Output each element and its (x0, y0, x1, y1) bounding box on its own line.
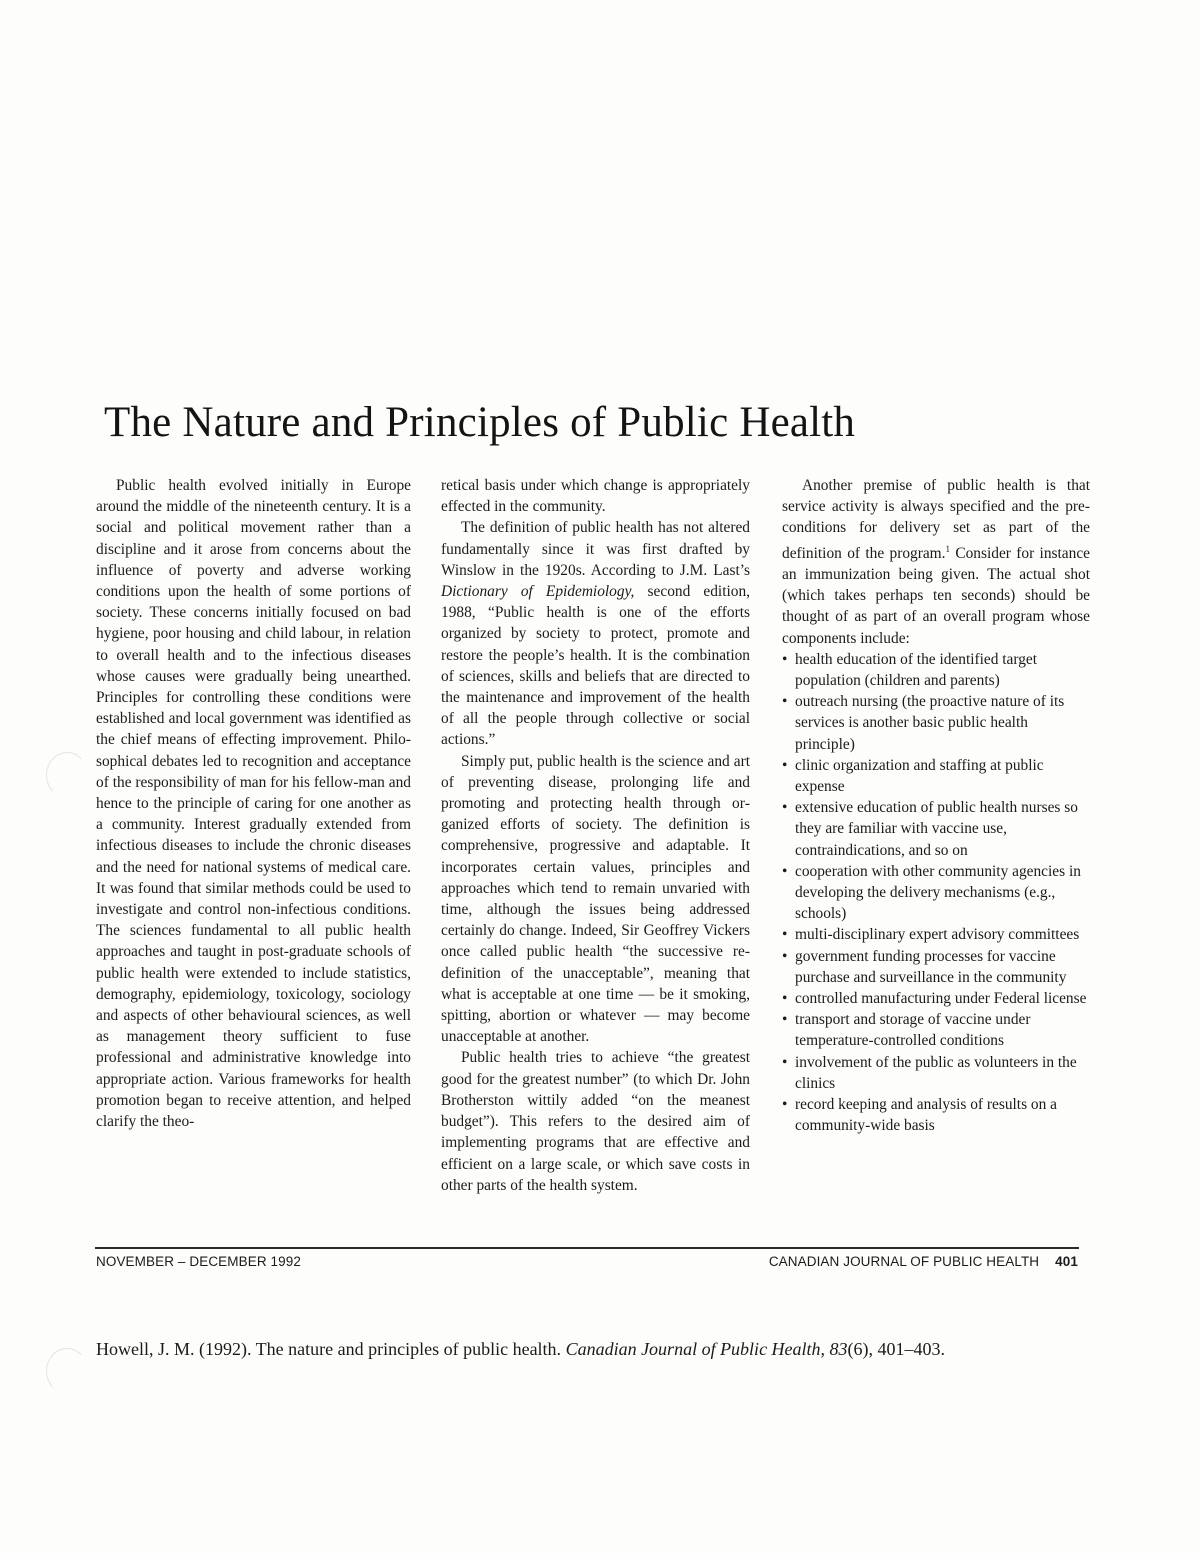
list-item (782, 1052, 1090, 1094)
italic-title: Dictionary of Epidemiology, (441, 583, 635, 601)
bullet-icon: • (782, 947, 788, 965)
list-item (782, 946, 1090, 988)
journal-name: CANADIAN JOURNAL OF PUBLIC HEALTH (768, 1254, 1040, 1269)
text-column-3 (782, 475, 1090, 1136)
bullet-icon: • (782, 1096, 788, 1114)
punch-hole-mark (46, 1348, 88, 1394)
citation-journal: Canadian Journal of Public Health, 83 (565, 1339, 848, 1359)
bullet-icon: • (782, 756, 788, 774)
list-item (782, 1094, 1090, 1136)
component-list (782, 649, 1090, 1137)
list-item-text: outreach nursing (the proactive nature of its services is another basic public health principle) (795, 693, 1065, 753)
list-item-text: extensive education of public health nurses so they are familiar with vaccine use, contraindications, and so on (795, 799, 1078, 859)
bullet-icon: • (782, 693, 788, 711)
text-run: Another premise of public health is that service activity is always specified and the pre-conditions for delivery set as part of the definition of the program. (782, 477, 1090, 562)
paragraph: Simply put, public health is the science and art of preventing disease, prolonging life and promoting and protecting health through organized efforts of society. The definition is comprehensive, progressive and adaptable. It incorporates certain values, principles and approaches which tend to remain unvaried with time, although the issues being addressed certainly do change. Indeed, Sir Geoffrey Vickers once called public health “the successive re-definition of the unacceptable”, meaning that what is acceptable at one time — be it smoking, spitting, abortion or whatever — may become unacceptable at another. (441, 752, 750, 1046)
list-item-text: multi-disciplinary expert advisory committees (795, 926, 1080, 944)
list-item-text: transport and storage of vaccine under temperature-controlled conditions (795, 1011, 1031, 1050)
list-item-text: record keeping and analysis of results on a community-wide basis (795, 1096, 1057, 1135)
citation (96, 1339, 1096, 1360)
issue-date: NOVEMBER – DECEMBER 1992 (96, 1254, 301, 1269)
list-item (782, 649, 1090, 691)
list-item (782, 924, 1090, 945)
list-item-text: controlled manufacturing under Federal license (795, 990, 1087, 1007)
bullet-icon: • (782, 650, 788, 668)
running-footer (721, 1254, 1078, 1269)
list-item (782, 755, 1090, 797)
paragraph: Public health evolved initially in Europe around the middle of the nineteenth century. It is a social and political movement rather than a discipline and it arose from concerns about the influence of poverty and adverse working conditions upon the health of some portions of society. These concerns initially focused on bad hygiene, poor housing and child labour, in relation to overall health and to the infectious diseases whose causes were gradually being unearthed. Principles for controlling these conditions were established and local government was identified as the chief means of effecting improvement. Philosophical debates led to recognition and acceptance of the responsibility of man for his fellow-man and hence to the principle of caring for one another as a community. Interest gradually extended from infectious diseases to include the chronic diseases and the need for national systems of medical care. It was found that similar methods could be used to investigate and control non-infectious conditions. The sciences fundamental to all public health approaches and taught in post-graduate schools of public health were extended to include statistics, demography, epidemiology, toxicology, sociology and aspects of other behavioural sciences, as well as management theory sufficient to fuse professional and administrative knowledge into appropriate action. Various frameworks for health promotion began to receive attention, and helped clarify the theo- (96, 477, 411, 1131)
list-item (782, 691, 1090, 755)
list-item (782, 861, 1090, 925)
list-item (782, 988, 1090, 1009)
paragraph: retical basis under which change is appropriately effected in the community. (441, 477, 750, 516)
bullet-icon: • (782, 1011, 788, 1029)
bullet-icon: • (782, 1053, 788, 1071)
list-item-text: cooperation with other community agencies in developing the delivery mechanisms (e.g., schools) (795, 862, 1081, 923)
bullet-icon: • (782, 990, 788, 1007)
footer-rule (95, 1247, 1079, 1249)
text-run: second edition, 1988, “Public health is one of the efforts organized by society to protect, promote and restore the people’s health. It is the combination of sciences, skills and beliefs that are directed to the maintenance and improvement of the health of all the people through collective or social actions.” (441, 583, 751, 749)
list-item-text: health education of the identified target population (children and parents) (795, 650, 1038, 689)
page-number: 401 (1055, 1254, 1078, 1269)
footnote-marker: 1 (945, 543, 950, 554)
list-item (782, 797, 1090, 861)
list-item (782, 1009, 1090, 1051)
text-run: Consider for instance an immunization being given. The actual shot (which takes perhaps ten seconds) should be thought of as part of an overall program whose components include: (782, 544, 1090, 647)
paragraph (782, 475, 1090, 649)
citation-text: (6), 401–403. (847, 1339, 946, 1359)
bullet-icon: • (782, 799, 788, 817)
text-run: The definition of public health has not altered fundamentally since it was first drafted by Winslow in the 1920s. According to J.M. Last’s (441, 519, 750, 579)
citation-text: Howell, J. M. (1992). The nature and principles of public health. (96, 1339, 566, 1359)
list-item-text: involvement of the public as volunteers in the clinics (795, 1053, 1077, 1092)
article-title: The Nature and Principles of Public Health (104, 399, 856, 446)
punch-hole-mark (46, 752, 88, 798)
list-item-text: clinic organization and staffing at public expense (795, 756, 1044, 795)
paragraph (441, 517, 750, 750)
bullet-icon: • (782, 926, 788, 944)
list-item-text: government funding processes for vaccine purchase and surveillance in the community (795, 947, 1067, 986)
text-column-2 (441, 475, 750, 1196)
text-column-1 (96, 475, 411, 1132)
bullet-icon: • (782, 862, 788, 880)
paragraph: Public health tries to achieve “the greatest good for the greatest number” (to which Dr. John Brotherston wittily added “on the meanest budget”). This refers to the desired aim of implementing programs that are effective and efficient on a large scale, or which save costs in other parts of the health system. (441, 1049, 750, 1194)
